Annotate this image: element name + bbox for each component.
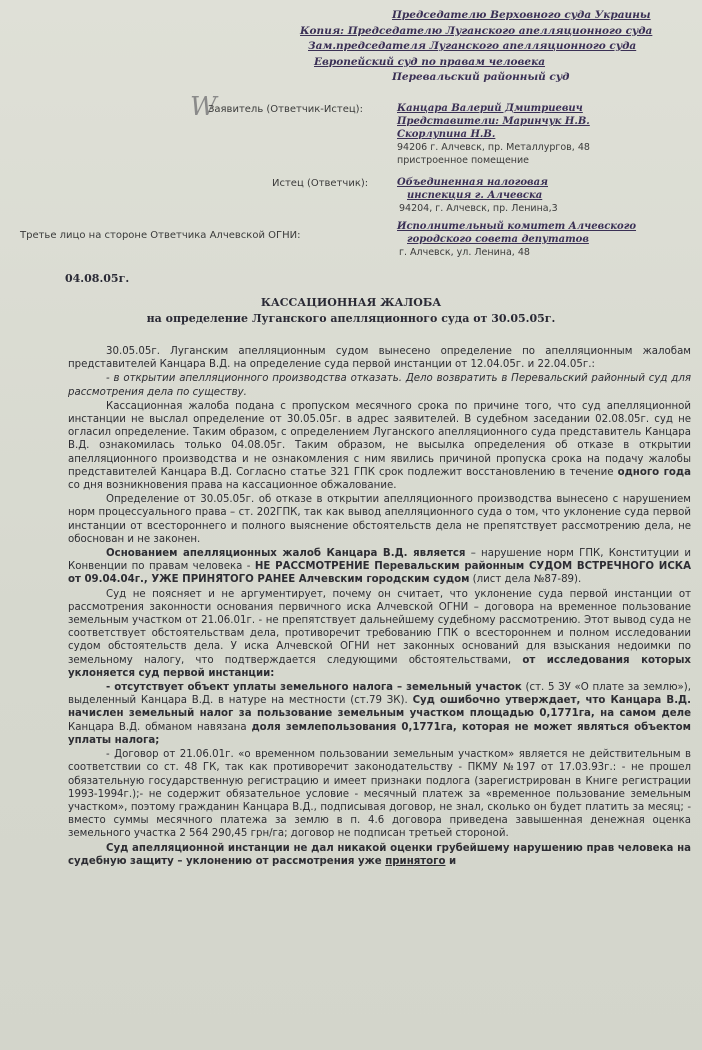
handwritten-mark: W (190, 92, 217, 122)
third-party-label: Третье лицо на стороне Ответчика Алчевской ОГНИ: (20, 230, 301, 241)
paragraph-7-bold-3: доля землепользования 0,1771га, которая не может являться объектом уплаты налога; (68, 721, 691, 746)
paragraph-3-end: со дня возникновения права на кассационное обжалование. (68, 480, 397, 492)
applicant-address-2: пристроенное помещение (397, 155, 530, 166)
paragraph-5-caps: НЕ РАССМОТРЕНИЕ Перевальским районным СУДОМ ВСТРЕЧНОГО ИСКА от 09.04.04г., УЖЕ ПРИНЯТОГО РАНЕЕ Алчевским городским судом (68, 561, 692, 586)
paragraph-3 (68, 400, 691, 492)
paragraph-2: - в открытии апелляционного производства отказать. Дело возвратить в Перевальский районный суд для рассмотрения дела по существу. (68, 373, 691, 398)
paragraph-9-text: Суд апелляционной инстанции не дал никакой оценки грубейшему нарушению прав человека на судебную защиту – уклонению от рассмотрения уже (68, 842, 691, 867)
paragraph-8: - Договор от 21.06.01г. «о временном пользовании земельным участком» является не действительным в соответствии со ст. 48 ГК, так как противоречит законодательству - ПКМУ №197 от 17.03.93г.: - не прошел обязательную государственную регистрацию и имеет признаки подлога (зарегистрирован в Книге регистрации 1993-1994г.);- не содержит обязательное условие - месячный платеж за «временное пользование земельным участком», поэтому гражданин Канцара В.Д., подписывая договор, не знал, сколько он будет платить за месяц; - вместо суммы месячного платежа за землю в п. 4.6 договора приведена завышенная денежная оценка земельного участка 2 564 290,45 грн/га; договор не подписан третьей стороной. (68, 749, 691, 840)
applicant-label: Заявитель (Ответчик-Истец): (208, 104, 363, 115)
plaintiff-label: Истец (Ответчик): (272, 178, 369, 189)
recipients-block (300, 8, 700, 86)
plaintiff-address: 94204, г. Алчевск, пр. Ленина,3 (399, 203, 558, 214)
document-body (68, 345, 691, 869)
paragraph-3-bold: одного года (617, 466, 691, 478)
paragraph-5-ref: (лист дела №87-89). (469, 574, 582, 586)
paragraph-9-underline: принятого (385, 855, 446, 867)
paragraph-7 (68, 681, 691, 747)
recipient-1: Председателю Верховного суда Украины (392, 9, 651, 21)
paragraph-7-text-2: Канцара В.Д. обманом навязана (68, 721, 252, 733)
paragraph-7-bold-2: Суд ошибочно утверждает, что Канцара В.Д. начислен земельный налог за пользование земельным участком площадью 0,1771га, на самом деле (68, 695, 692, 720)
document-subtitle: на определение Луганского апелляционного суда от 30.05.05г. (146, 312, 556, 325)
applicant-name: Канцара Валерий Дмитриевич (397, 103, 583, 114)
third-party-name-2: городского совета депутатов (407, 234, 589, 245)
applicant-reps-2: Скорлупина Н.В. (397, 129, 496, 140)
paragraph-1: 30.05.05г. Луганским апелляционным судом вынесено определение по апелляционным жалобам представителей Канцара В.Д. на определение суда первой инстанции от 12.04.05г. и 22.04.05г.: (68, 346, 691, 371)
paragraph-6-text: Суд не поясняет и не аргументирует, почему он считает, что уклонение суда первой инстанции от рассмотрения законности основания первичного иска Алчевской ОГНИ – договора на временное пользование земельным участком от 21.06.01г. - не препятствует дальнейшему судебному рассмотрению. Этот вывод суда не соответствует обстоятельствам дела, противоречит требованию ГПК о всестороннем и полном исследовании судом обстоятельств дела. У иска Алчевской ОГНИ нет законных оснований для взыскания недоимки по земельному налогу, что подтверждается следующими обстоятельствами, (68, 588, 691, 666)
paragraph-6 (68, 588, 691, 680)
applicant-address-1: 94206 г. Алчевск, пр. Металлургов, 48 (397, 142, 590, 153)
plaintiff-block (397, 176, 697, 215)
document-date: 04.08.05г. (65, 272, 130, 285)
paragraph-5-bold: Основанием апелляционных жалоб Канцара В.Д. является (106, 548, 466, 560)
paragraph-5-text: – нарушение норм ГПК, Конституции и Конвенции по правам человека - (68, 548, 691, 573)
third-party-address: г. Алчевск, ул. Ленина, 48 (399, 247, 530, 258)
paragraph-6-bold: от исследования которых уклоняется суд первой инстанции: (68, 654, 691, 679)
applicant-block (397, 102, 697, 167)
plaintiff-name-1: Объединенная налоговая (397, 177, 549, 188)
plaintiff-name-2: инспекция г. Алчевска (407, 190, 543, 201)
recipient-5: Перевальский районный суд (392, 71, 570, 83)
paragraph-4: Определение от 30.05.05г. об отказе в открытии апелляционного производства вынесено с нарушением норм процессуального права – ст. 202ГПК, так как вывод апелляционного суда о том, что уклонение суда первой инстанции от всестороннего и полного выяснение обстоятельств дела не препятствует рассмотрению дела, не обоснован и не законен. (68, 494, 691, 545)
paragraph-9-end: и (445, 855, 457, 867)
paragraph-5 (68, 547, 691, 587)
paragraph-7-text: (ст. 5 ЗУ «О плате за землю»), выделенный Канцара В.Д. в натуре на местности (ст.79 ЗК). (68, 682, 691, 707)
third-party-name-1: Исполнительный комитет Алчевского (397, 221, 637, 232)
third-party-block (397, 220, 697, 259)
paragraph-3-text: Кассационная жалоба подана с пропуском месячного срока по причине того, что суд апелляционной инстанции не выслал определение от 30.05.05г. в адрес заявителей. В судебном заседании 02.08.05г. суд не огласил определение. Таким образом, с определением Луганского апелляционного суда представитель Канцара В.Д. ознакомилась только 04.08.05г. Таким образом, не высылка определения об отказе в открытии апелляционного производства и не ознакомления с ним явились причиной пропуска срока на подачу жалобы представителей Канцара В.Д. Согласно статье 321 ГПК срок подлежит восстановлению в течение (68, 400, 691, 478)
applicant-reps: Представители: Маринчук Н.В. (397, 116, 590, 127)
paragraph-9 (68, 842, 691, 868)
document-title: КАССАЦИОННАЯ ЖАЛОБА (260, 296, 442, 309)
recipient-3: Зам.председателя Луганского апелляционного суда (308, 40, 637, 52)
paragraph-7-bold: - отсутствует объект уплаты земельного налога – земельный участок (106, 682, 522, 694)
recipient-4: Европейский суд по правам человека (314, 55, 546, 68)
recipient-2: Копия: Председателю Луганского апелляционного суда (300, 24, 653, 37)
